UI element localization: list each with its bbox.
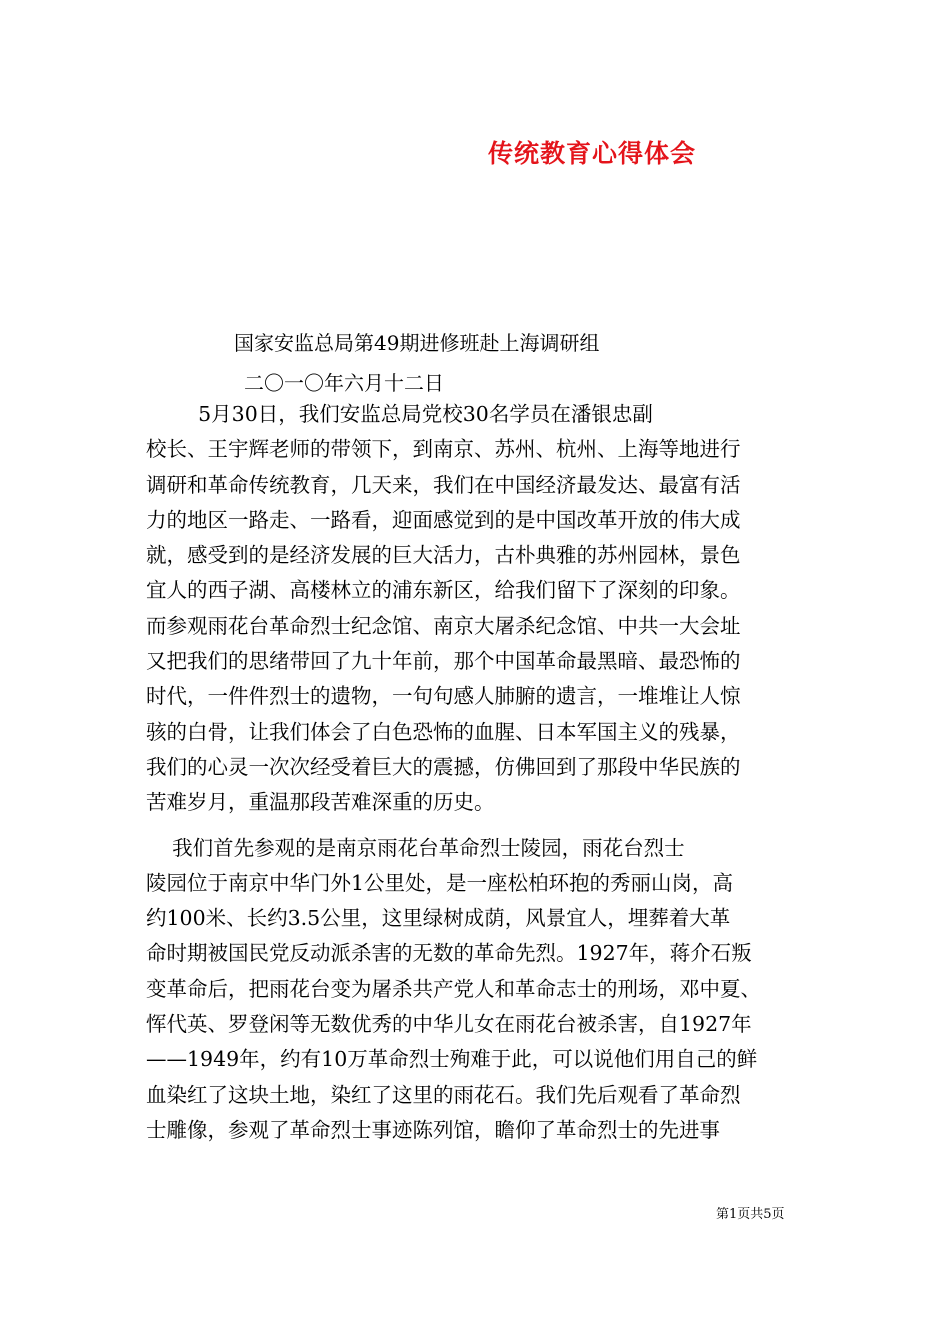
text-line: 宜人的西子湖、高楼林立的浦东新区，给我们留下了深刻的印象。 [146, 578, 741, 603]
text-line: 士雕像，参观了革命烈士事迹陈列馆，瞻仰了革命烈士的先进事 [146, 1117, 720, 1142]
text-line: 变革命后，把雨花台变为屠杀共产党人和革命志士的刑场，邓中夏、 [146, 976, 761, 1001]
text-line: 我们的心灵一次次经受着巨大的震撼，仿佛回到了那段中华民族的 [146, 754, 741, 779]
text-line: ——1949年，约有10万革命烈士殉难于此，可以说他们用自己的鲜 [146, 1047, 758, 1072]
text-line: 陵园位于南京中华门外1公里处，是一座松柏环抱的秀丽山岗，高 [146, 870, 734, 895]
text-line: 校长、王宇辉老师的带领下，到南京、苏州、杭州、上海等地进行 [146, 437, 741, 462]
text-line: 恽代英、罗登闲等无数优秀的中华儿女在雨花台被杀害，自1927年 [146, 1012, 752, 1037]
author-organization: 国家安监总局第49期进修班赴上海调研组 [234, 331, 600, 355]
page-number: 第1页共5页 [716, 1207, 785, 1222]
text-line: 我们首先参观的是南京雨花台革命烈士陵园，雨花台烈士 [146, 835, 685, 860]
text-line: 血染红了这块土地，染红了这里的雨花石。我们先后观看了革命烈 [146, 1082, 741, 1107]
paragraph-1 [146, 397, 836, 821]
paragraph-2 [146, 831, 836, 1149]
text-line: 时代，一件件烈士的遗物，一句句感人肺腑的遗言，一堆堆让人惊 [146, 684, 741, 709]
text-line: 又把我们的思绪带回了九十年前，那个中国革命最黑暗、最恐怖的 [146, 649, 741, 674]
text-line: 命时期被国民党反动派杀害的无数的革命先烈。1927年，蒋介石叛 [146, 941, 752, 966]
text-line: 就，感受到的是经济发展的巨大活力，古朴典雅的苏州园林，景色 [146, 543, 741, 568]
text-line: 约100米、长约3.5公里，这里绿树成荫，风景宜人，埋葬着大革 [146, 906, 731, 931]
text-line: 苦难岁月，重温那段苦难深重的历史。 [146, 790, 495, 815]
document-body [146, 397, 836, 1148]
text-line: 调研和革命传统教育，几天来，我们在中国经济最发达、最富有活 [146, 472, 741, 497]
document-date: 二〇一〇年六月十二日 [244, 371, 444, 395]
document-title: 传统教育心得体会 [488, 139, 697, 168]
text-line: 力的地区一路走、一路看，迎面感觉到的是中国改革开放的伟大成 [146, 507, 741, 532]
paragraph-gap [146, 821, 836, 831]
text-line: 骇的白骨，让我们体会了白色恐怖的血腥、日本军国主义的残暴， [146, 719, 741, 744]
text-line: 5月30日，我们安监总局党校30名学员在潘银忠副 [146, 402, 653, 426]
text-line: 而参观雨花台革命烈士纪念馆、南京大屠杀纪念馆、中共一大会址 [146, 613, 741, 638]
